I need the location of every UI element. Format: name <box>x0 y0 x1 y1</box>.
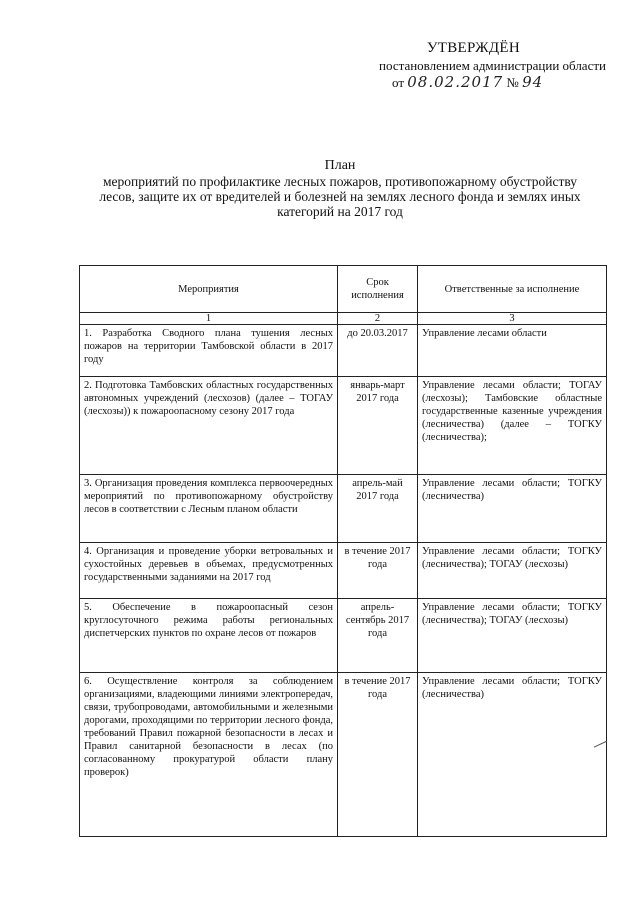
approval-date-line <box>320 74 606 91</box>
approval-heading: УТВЕРЖДЁН <box>426 40 520 56</box>
handwritten-date: 08.02.2017 <box>407 73 504 91</box>
approval-block <box>320 40 606 91</box>
activity-cell: 5. Обеспечение в пожароопасный сезон круглосуточного режима работы региональных диспетчерских пунктов по охране лесов от пожаров <box>80 599 338 673</box>
responsible-cell: Управление лесами области; ТОГКУ (лесничества) <box>418 475 607 543</box>
plan-table <box>79 265 607 837</box>
activity-cell: 2. Подготовка Тамбовских областных государственных автономных учреждений (лесхозов) (далее – ТОГАУ (лесхозы)) к пожароопасному сезону 2017 года <box>80 377 338 475</box>
column-number: 1 <box>80 313 338 325</box>
approval-issuer: постановлением администрации области <box>379 58 606 73</box>
column-number: 2 <box>338 313 418 325</box>
table-row <box>80 543 607 599</box>
activity-cell: 4. Организация и проведение уборки ветровальных и сухостойных деревьев в объемах, предусмотренных государственными заданиями на 2017 год <box>80 543 338 599</box>
responsible-cell: Управление лесами области; ТОГКУ (лесничества) <box>418 673 607 837</box>
responsible-cell: Управление лесами области; ТОГКУ (лесничества); ТОГАУ (лесхозы) <box>418 599 607 673</box>
term-cell: до 20.03.2017 <box>338 325 418 377</box>
responsible-cell: Управление лесами области <box>418 325 607 377</box>
table-row <box>80 377 607 475</box>
table-row <box>80 599 607 673</box>
table-header-row <box>80 266 607 313</box>
title-word: План <box>324 158 356 173</box>
term-cell: апрель-сентябрь 2017 года <box>338 599 418 673</box>
column-number-row <box>80 313 607 325</box>
table-row <box>80 673 607 837</box>
from-label: от <box>392 75 405 90</box>
term-cell: в течение 2017 года <box>338 543 418 599</box>
term-cell: апрель-май 2017 года <box>338 475 418 543</box>
activity-cell: 1. Разработка Сводного плана тушения лесных пожаров на территории Тамбовской области в 2017 году <box>80 325 338 377</box>
document-title <box>90 158 590 219</box>
title-body: мероприятий по профилактике лесных пожаров, противопожарному обустройству лесов, защите их от вредителей и болезней на землях лесного фонда и землях иных категорий на 2017 год <box>99 174 581 219</box>
header-term: Срок исполнения <box>338 266 418 313</box>
term-cell: январь-март 2017 года <box>338 377 418 475</box>
number-label: № <box>506 75 519 90</box>
table-row <box>80 325 607 377</box>
table-row <box>80 475 607 543</box>
term-cell: в течение 2017 года <box>338 673 418 837</box>
responsible-cell: Управление лесами области; ТОГКУ (лесничества); ТОГАУ (лесхозы) <box>418 543 607 599</box>
header-responsible: Ответственные за исполнение <box>418 266 607 313</box>
activity-cell: 3. Организация проведения комплекса первоочередных мероприятий по противопожарному обустройству лесов в соответствии с Лесным планом области <box>80 475 338 543</box>
responsible-cell: Управление лесами области; ТОГАУ (лесхозы); Тамбовские областные государственные казенные учреждения (лесничества) (далее – ТОГКУ (лесничества); <box>418 377 607 475</box>
handwritten-number: 94 <box>522 73 544 91</box>
activity-cell: 6. Осуществление контроля за соблюдением организациями, владеющими линиями электропередач, связи, трубопроводами, автомобильными и железными дорогами, проходящими по территории лесного фонда, требований Правил пожарной безопасности в лесах и Правил санитарной безопасности в лесах (по согласованному прокуратурой области плану проверок) <box>80 673 338 837</box>
column-number: 3 <box>418 313 607 325</box>
header-activity: Мероприятия <box>80 266 338 313</box>
